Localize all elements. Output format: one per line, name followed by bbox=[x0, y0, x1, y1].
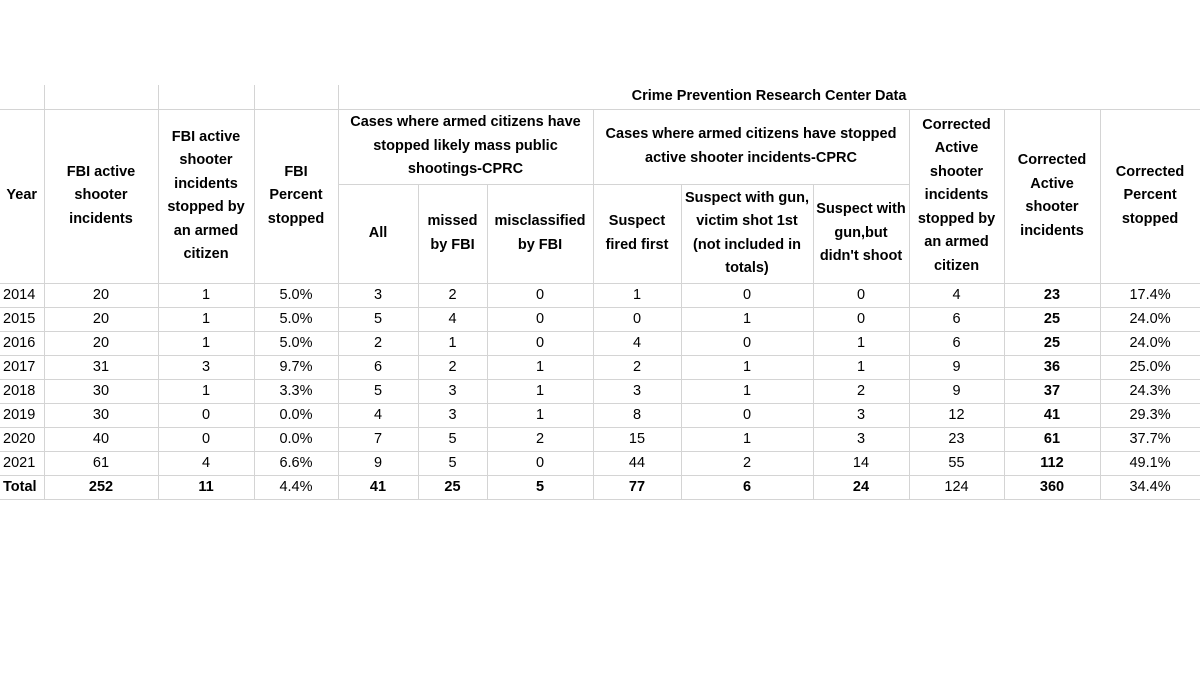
table-cell: 5.0% bbox=[254, 331, 338, 355]
table-cell: 25 bbox=[418, 475, 487, 499]
table-cell: 49.1% bbox=[1100, 451, 1200, 475]
table-cell: 1 bbox=[487, 355, 593, 379]
table-cell: 5.0% bbox=[254, 307, 338, 331]
table-cell: 3 bbox=[813, 403, 909, 427]
misclassified-header: misclassified by FBI bbox=[487, 184, 593, 283]
table-cell: 0 bbox=[681, 331, 813, 355]
table-cell: 0 bbox=[681, 403, 813, 427]
group-title: Crime Prevention Research Center Data bbox=[338, 85, 1200, 109]
victim-shot-header: Suspect with gun, victim shot 1st (not included in totals) bbox=[681, 184, 813, 283]
table-cell: 9 bbox=[909, 355, 1004, 379]
table-cell: 1 bbox=[487, 379, 593, 403]
table-cell: 20 bbox=[44, 331, 158, 355]
table-cell: 1 bbox=[813, 331, 909, 355]
corrected-stopped-header: Corrected Active shooter incidents stopped by an armed citizen bbox=[909, 109, 1004, 283]
year-header: Year bbox=[0, 109, 44, 283]
table-cell: 252 bbox=[44, 475, 158, 499]
total-label: Total bbox=[0, 475, 44, 499]
header-spacer bbox=[0, 85, 44, 109]
table-cell: 1 bbox=[681, 427, 813, 451]
table-cell: 8 bbox=[593, 403, 681, 427]
table-cell: 112 bbox=[1004, 451, 1100, 475]
table-cell: 15 bbox=[593, 427, 681, 451]
year-cell: 2017 bbox=[0, 355, 44, 379]
table-cell: 30 bbox=[44, 403, 158, 427]
table-cell: 0 bbox=[487, 283, 593, 307]
table-cell: 1 bbox=[681, 307, 813, 331]
table-cell: 24.3% bbox=[1100, 379, 1200, 403]
table-cell: 5.0% bbox=[254, 283, 338, 307]
table-cell: 2 bbox=[681, 451, 813, 475]
table-row bbox=[0, 379, 1200, 403]
table-cell: 40 bbox=[44, 427, 158, 451]
all-header: All bbox=[338, 184, 418, 283]
corrected-percent-header: Corrected Percent stopped bbox=[1100, 109, 1200, 283]
table-cell: 0 bbox=[158, 427, 254, 451]
header-spacer bbox=[44, 85, 158, 109]
table-cell: 6 bbox=[909, 331, 1004, 355]
table-cell: 25 bbox=[1004, 307, 1100, 331]
table-cell: 1 bbox=[158, 283, 254, 307]
table-cell: 1 bbox=[158, 379, 254, 403]
table-cell: 4.4% bbox=[254, 475, 338, 499]
table-cell: 44 bbox=[593, 451, 681, 475]
table-row bbox=[0, 283, 1200, 307]
table-cell: 9 bbox=[909, 379, 1004, 403]
table-cell: 20 bbox=[44, 283, 158, 307]
fbi-incidents-header: FBI active shooter incidents bbox=[44, 109, 158, 283]
table-cell: 6 bbox=[681, 475, 813, 499]
table-cell: 0 bbox=[158, 403, 254, 427]
header-spacer bbox=[254, 85, 338, 109]
table-cell: 0 bbox=[487, 451, 593, 475]
table-cell: 11 bbox=[158, 475, 254, 499]
table-cell: 36 bbox=[1004, 355, 1100, 379]
missed-header: missed by FBI bbox=[418, 184, 487, 283]
table-cell: 12 bbox=[909, 403, 1004, 427]
table-cell: 1 bbox=[813, 355, 909, 379]
table-cell: 360 bbox=[1004, 475, 1100, 499]
table-cell: 3 bbox=[418, 403, 487, 427]
table-cell: 25.0% bbox=[1100, 355, 1200, 379]
year-cell: 2021 bbox=[0, 451, 44, 475]
table-row bbox=[0, 451, 1200, 475]
table-cell: 4 bbox=[909, 283, 1004, 307]
table-cell: 3 bbox=[338, 283, 418, 307]
table-cell: 3 bbox=[158, 355, 254, 379]
total-row bbox=[0, 475, 1200, 499]
table-cell: 25 bbox=[1004, 331, 1100, 355]
table-cell: 41 bbox=[338, 475, 418, 499]
table-cell: 0 bbox=[681, 283, 813, 307]
table-cell: 30 bbox=[44, 379, 158, 403]
fbi-stopped-header: FBI active shooter incidents stopped by an armed citizen bbox=[158, 109, 254, 283]
table-cell: 37 bbox=[1004, 379, 1100, 403]
table-cell: 0 bbox=[487, 331, 593, 355]
table-cell: 124 bbox=[909, 475, 1004, 499]
table-cell: 4 bbox=[593, 331, 681, 355]
header-spacer bbox=[158, 85, 254, 109]
table-cell: 6 bbox=[909, 307, 1004, 331]
table-cell: 2 bbox=[593, 355, 681, 379]
table-cell: 31 bbox=[44, 355, 158, 379]
year-cell: 2015 bbox=[0, 307, 44, 331]
table-cell: 1 bbox=[681, 379, 813, 403]
table-cell: 1 bbox=[487, 403, 593, 427]
active-shooter-group-header: Cases where armed citizens have stopped active shooter incidents-CPRC bbox=[593, 109, 909, 184]
table-cell: 24.0% bbox=[1100, 331, 1200, 355]
table-cell: 77 bbox=[593, 475, 681, 499]
table-cell: 23 bbox=[1004, 283, 1100, 307]
fbi-percent-header: FBI Percent stopped bbox=[254, 109, 338, 283]
table-cell: 3.3% bbox=[254, 379, 338, 403]
didnt-shoot-header: Suspect with gun,but didn't shoot bbox=[813, 184, 909, 283]
table-cell: 1 bbox=[158, 307, 254, 331]
table-cell: 0 bbox=[593, 307, 681, 331]
table-cell: 9 bbox=[338, 451, 418, 475]
table-cell: 1 bbox=[418, 331, 487, 355]
table-cell: 6.6% bbox=[254, 451, 338, 475]
table-cell: 61 bbox=[44, 451, 158, 475]
year-cell: 2019 bbox=[0, 403, 44, 427]
table-cell: 24.0% bbox=[1100, 307, 1200, 331]
table-cell: 3 bbox=[593, 379, 681, 403]
table-row bbox=[0, 427, 1200, 451]
table-cell: 4 bbox=[418, 307, 487, 331]
data-table bbox=[0, 85, 1200, 500]
group-header-row bbox=[0, 85, 1200, 109]
table-cell: 5 bbox=[487, 475, 593, 499]
table-cell: 2 bbox=[813, 379, 909, 403]
table-cell: 3 bbox=[418, 379, 487, 403]
table-cell: 2 bbox=[418, 355, 487, 379]
table-cell: 17.4% bbox=[1100, 283, 1200, 307]
table-row bbox=[0, 403, 1200, 427]
table-cell: 24 bbox=[813, 475, 909, 499]
table-row bbox=[0, 307, 1200, 331]
table-cell: 0.0% bbox=[254, 403, 338, 427]
table-cell: 2 bbox=[338, 331, 418, 355]
table-cell: 5 bbox=[418, 451, 487, 475]
table-cell: 5 bbox=[338, 307, 418, 331]
fired-first-header: Suspect fired first bbox=[593, 184, 681, 283]
table-cell: 0.0% bbox=[254, 427, 338, 451]
year-cell: 2016 bbox=[0, 331, 44, 355]
table-cell: 5 bbox=[418, 427, 487, 451]
table-cell: 4 bbox=[158, 451, 254, 475]
mass-shootings-group-header: Cases where armed citizens have stopped likely mass public shootings-CPRC bbox=[338, 109, 593, 184]
year-cell: 2018 bbox=[0, 379, 44, 403]
table-cell: 1 bbox=[593, 283, 681, 307]
year-cell: 2020 bbox=[0, 427, 44, 451]
table-cell: 37.7% bbox=[1100, 427, 1200, 451]
table-cell: 7 bbox=[338, 427, 418, 451]
table-cell: 6 bbox=[338, 355, 418, 379]
table-cell: 41 bbox=[1004, 403, 1100, 427]
table-cell: 14 bbox=[813, 451, 909, 475]
table-cell: 2 bbox=[418, 283, 487, 307]
table-cell: 1 bbox=[681, 355, 813, 379]
table-cell: 34.4% bbox=[1100, 475, 1200, 499]
table-cell: 5 bbox=[338, 379, 418, 403]
table-cell: 3 bbox=[813, 427, 909, 451]
table-cell: 2 bbox=[487, 427, 593, 451]
table-cell: 29.3% bbox=[1100, 403, 1200, 427]
table-cell: 61 bbox=[1004, 427, 1100, 451]
table-row bbox=[0, 331, 1200, 355]
table-cell: 23 bbox=[909, 427, 1004, 451]
table-cell: 20 bbox=[44, 307, 158, 331]
table-row bbox=[0, 355, 1200, 379]
year-cell: 2014 bbox=[0, 283, 44, 307]
table-cell: 0 bbox=[813, 283, 909, 307]
corrected-incidents-header: Corrected Active shooter incidents bbox=[1004, 109, 1100, 283]
table-cell: 0 bbox=[813, 307, 909, 331]
table-cell: 9.7% bbox=[254, 355, 338, 379]
table-cell: 4 bbox=[338, 403, 418, 427]
table-cell: 0 bbox=[487, 307, 593, 331]
table-cell: 1 bbox=[158, 331, 254, 355]
header-row bbox=[0, 109, 1200, 184]
table-cell: 55 bbox=[909, 451, 1004, 475]
